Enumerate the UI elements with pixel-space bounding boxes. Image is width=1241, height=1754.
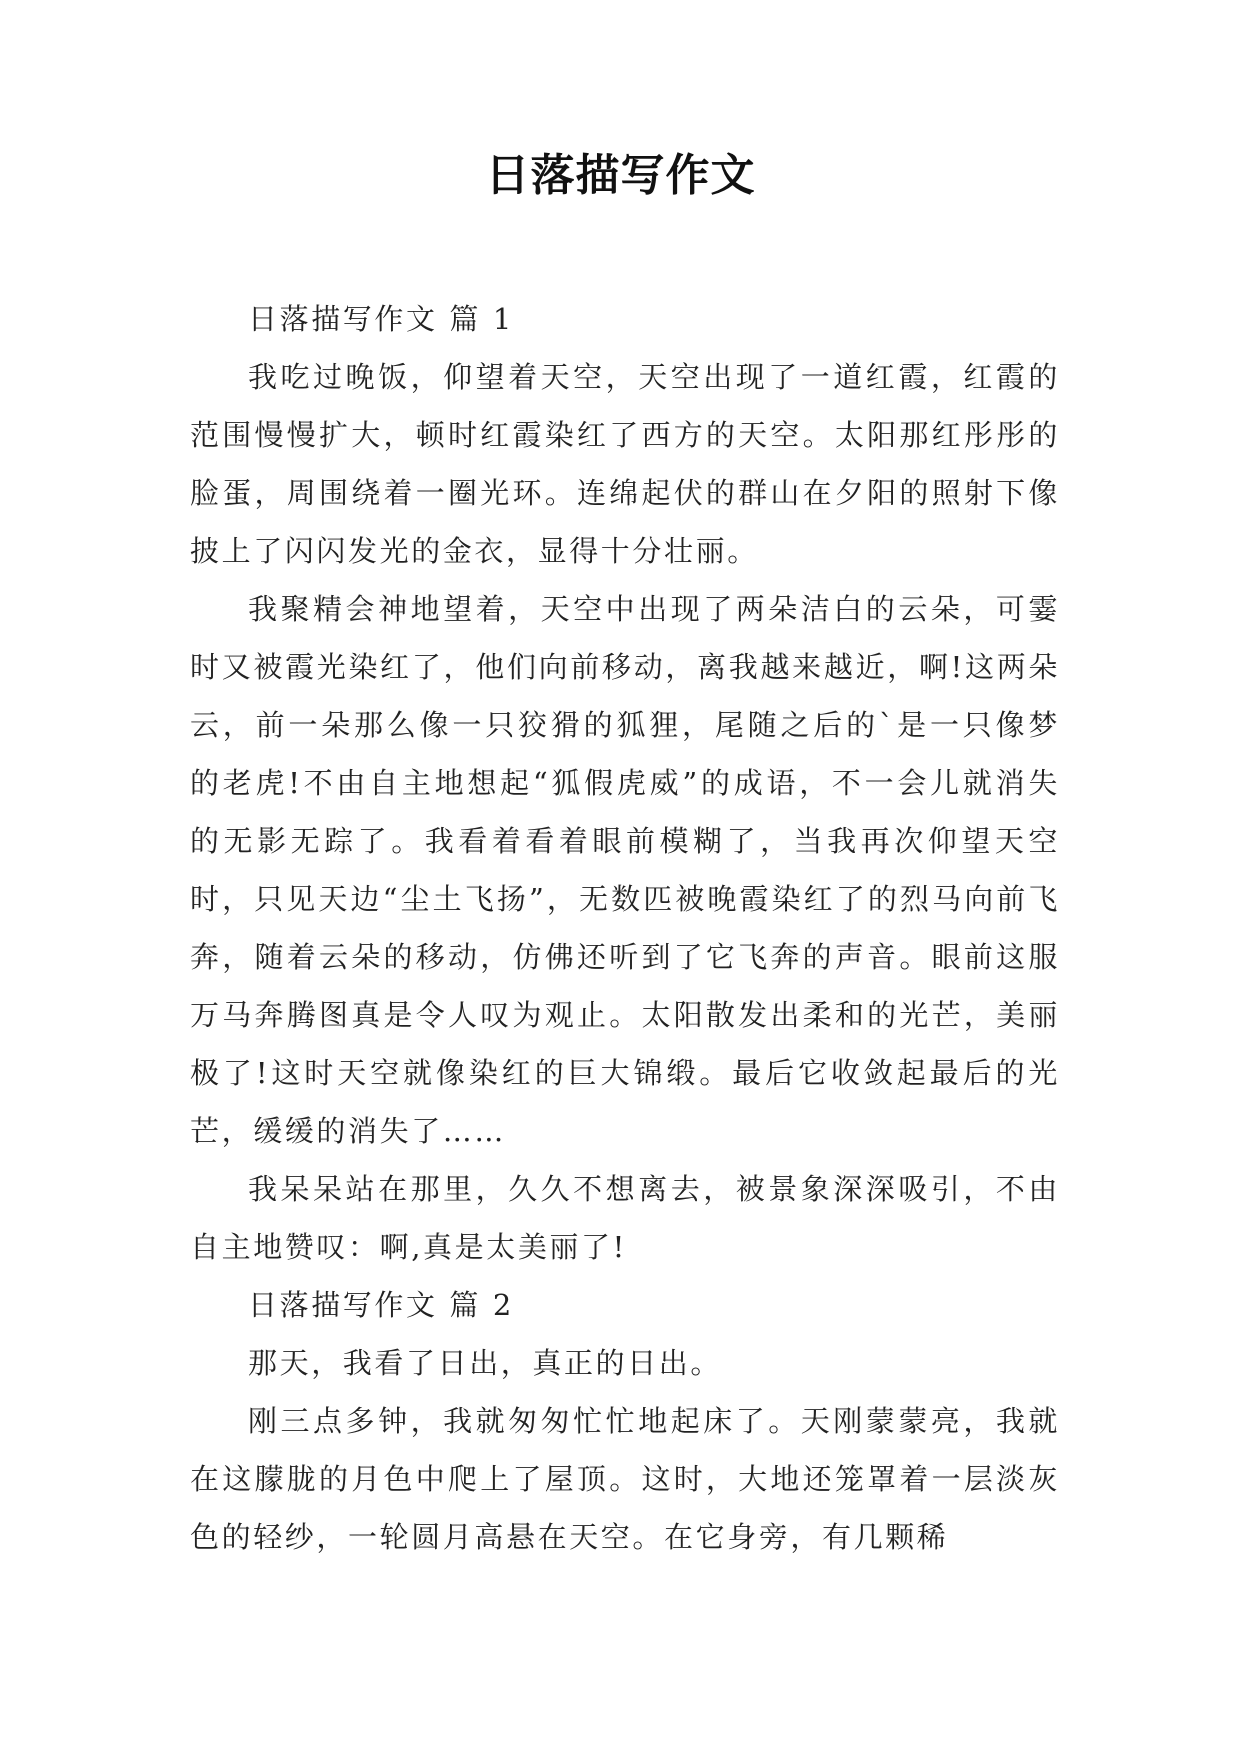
paragraph: 我呆呆站在那里，久久不想离去，被景象深深吸引，不由自主地赞叹：啊,真是太美丽了! (190, 1172, 1060, 1264)
paragraph: 我聚精会神地望着，天空中出现了两朵洁白的云朵，可霎时又被霞光染红了，他们向前移动，离我越来越近，啊!这两朵云，前一朵那么像一只狡猾的狐狸，尾随之后的`是一只像梦的老虎!不由自主地想起“狐假虎威”的成语，不一会儿就消失的无影无踪了。我看着看着眼前模糊了，当我再次仰望天空时，只见天边“尘土飞扬”，无数匹被晚霞染红了的烈马向前飞奔，随着云朵的移动，仿佛还听到了它飞奔的声音。眼前这服万马奔腾图真是令人叹为观止。太阳散发出柔和的光芒，美丽极了!这时天空就像染红的巨大锦缎。最后它收敛起最后的光芒，缓缓的消失了…… (190, 592, 1060, 1148)
paragraph: 刚三点多钟，我就匆匆忙忙地起床了。天刚蒙蒙亮，我就在这朦胧的月色中爬上了屋顶。这时，大地还笼罩着一层淡灰色的轻纱，一轮圆月高悬在天空。在它身旁，有几颗稀 (190, 1404, 1060, 1554)
paragraph: 我吃过晚饭，仰望着天空，天空出现了一道红霞，红霞的范围慢慢扩大，顿时红霞染红了西方的天空。太阳那红彤彤的脸蛋，周围绕着一圈光环。连绵起伏的群山在夕阳的照射下像披上了闪闪发光的金衣，显得十分壮丽。 (190, 360, 1060, 568)
document-title: 日落描写作文 (485, 150, 756, 201)
document-body (190, 290, 1060, 1566)
paragraph: 那天，我看了日出，真正的日出。 (248, 1346, 723, 1380)
section-heading-2: 日落描写作文 篇 2 (248, 1288, 514, 1322)
section-heading-1: 日落描写作文 篇 1 (248, 302, 514, 336)
